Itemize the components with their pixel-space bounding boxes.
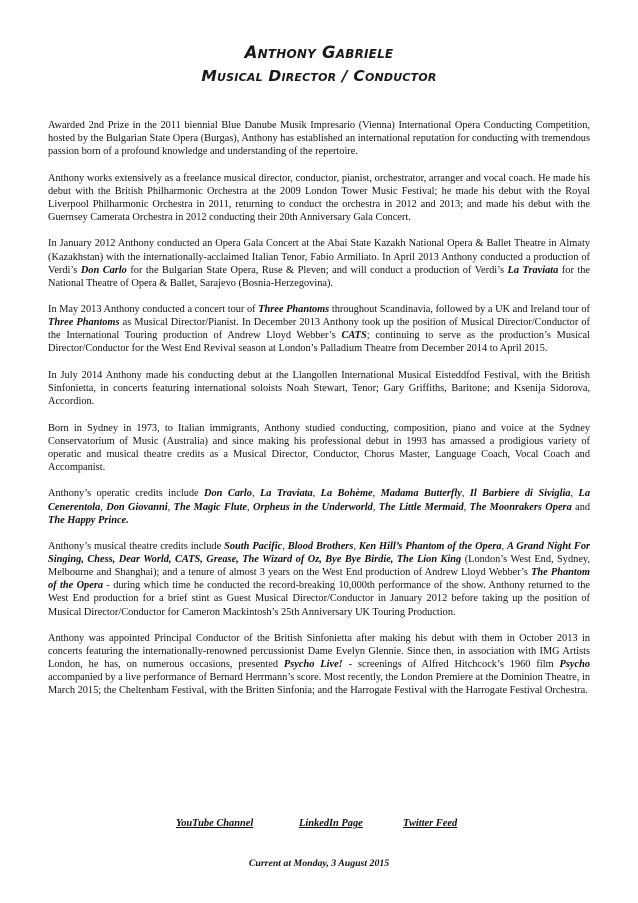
- work-title: The Phantom of the Opera: [48, 567, 590, 592]
- work-title: La Traviata: [259, 488, 313, 500]
- bio-paragraph: In January 2012 Anthony conducted an Opera Gala Concert at the Abai State Kazakh National Opera & Ballet Theatre in Almaty (Kazakhstan) with the internationally-acclaimed Italian Tenor, Fabio Armiliato. In April 2013 Anthony conducted a production of Verdi’s Don Carlo for the Bulgarian State Opera, Ruse & Pleven; and will conduct a production of Verdi’s La Traviata for the National Theatre of Opera & Ballet, Sarajevo (Bosnia-Herzegovina).: [48, 238, 591, 289]
- social-links: [0, 818, 638, 834]
- work-title: South Pacific: [224, 541, 283, 553]
- artist-role-heading: Musical Director / Conductor: [201, 67, 437, 85]
- bio-paragraph: Anthony’s musical theatre credits include South Pacific, Blood Brothers, Ken Hill’s Phantom of the Opera, A Grand Night For Singing, Chess, Dear World, CATS, Grease, The Wizard of Oz, Bye Bye Birdie, The Lion King (London’s West End, Sydney, Melbourne and Shanghai); and a tenure of almost 3 years on the West End production of Andrew Lloyd Webber’s The Phantom of the Opera - during which time he conducted the record-breaking 10,000th performance of the show. Anthony returned to the West End production for a brief stint as Guest Musical Director/Conductor in January 2012 before taking up the position of Musical Director/Conductor for Cameron Mackintosh’s 25th Anniversary UK Touring Production.: [48, 541, 591, 618]
- work-title: Il Barbiere di Siviglia: [469, 488, 571, 500]
- work-title: Orpheus in the Underworld: [252, 501, 373, 513]
- current-date-footer: Current at Monday, 3 August 2015: [248, 858, 390, 869]
- artist-name-heading: Anthony Gabriele: [244, 43, 394, 62]
- work-title: The Little Mermaid: [378, 501, 464, 513]
- work-title: La Traviata: [507, 264, 559, 276]
- work-title: Madama Butterfly: [380, 488, 462, 500]
- work-title: Don Carlo: [204, 488, 252, 500]
- bio-paragraph: Born in Sydney in 1973, to Italian immigrants, Anthony studied conducting, composition, piano and voice at the Sydney Conservatorium of Music (Australia) and since making his professional debut in 1993 has amassed a prodigious variety of operatic and musical theatre credits as a Musical Director, Conductor, Chorus Master, Language Coach, Vocal Coach and Accompanist.: [48, 422, 590, 473]
- work-title: La Cenerentola: [48, 488, 590, 513]
- work-title: The Happy Prince.: [48, 514, 129, 526]
- youtube-channel-link[interactable]: YouTube Channel: [176, 818, 254, 829]
- work-title: The Magic Flute: [173, 501, 248, 513]
- work-title: Blood Brothers: [287, 541, 354, 553]
- biography-body: [48, 119, 590, 711]
- work-title: The Moonrakers Opera: [469, 501, 572, 513]
- bio-paragraph: Anthony works extensively as a freelance musical director, conductor, pianist, orchestrator, arranger and vocal coach. He made his debut with the British Philharmonic Orchestra at the 2009 London Tower Music Festival; he made his debut with the Royal Liverpool Philharmonic Orchestra in 2011, returning to conduct the orchestra in 2012 and 2013; and made his debut with the Guernsey Camerata Orchestra in 2012 conducting their 20th Anniversary Gala Concert.: [48, 172, 590, 223]
- bio-paragraph: In July 2014 Anthony made his conducting debut at the Llangollen International Musical Eisteddfod Festival, with the British Sinfonietta, in concerts featuring international soloists Noah Stewart, Tenor; Gary Griffiths, Baritone; and Ksenija Sidorova, Accordion.: [48, 369, 590, 408]
- bio-paragraph: Awarded 2nd Prize in the 2011 biennial Blue Danube Musik Impresario (Vienna) International Opera Conducting Competition, hosted by the Bulgarian State Opera (Burgas), Anthony has established an international reputation for conducting with tremendous passion born of a profound knowledge and understanding of the repertoire.: [48, 120, 590, 158]
- bio-paragraph: Anthony’s operatic credits include Don Carlo, La Traviata, La Bohème, Madama Butterfly, Il Barbiere di Siviglia, La Cenerentola, Don Giovanni, The Magic Flute, Orpheus in the Underworld, The Little Mermaid, The Moonrakers Opera and The Happy Prince.: [48, 488, 591, 526]
- linkedin-page-link[interactable]: LinkedIn Page: [299, 818, 363, 829]
- work-title: CATS: [341, 330, 367, 342]
- work-title: Psycho: [559, 659, 590, 671]
- work-title: Psycho Live!: [283, 659, 343, 671]
- work-title: La Bohème: [320, 488, 373, 500]
- work-title: Three Phantoms: [258, 304, 330, 316]
- work-title: Ken Hill’s Phantom of the Opera: [358, 541, 502, 553]
- bio-paragraph: Anthony was appointed Principal Conductor of the British Sinfonietta after making his debut with them in October 2013 in concerts featuring the internationally-renowned percussionist Dame Evelyn Glennie. Since then, in association with IMG Artists London, he has, on numerous occasions, presented Psycho Live! - screenings of Alfred Hitchcock’s 1960 film Psycho accompanied by a live performance of Bernard Herrmann’s score. Most recently, the London Premiere at the Dominion Theatre, in March 2015; the Cheltenham Festival, with the Britten Sinfonia; and the Harrogate Festival with the Harrogate Festival Orchestra.: [48, 633, 590, 697]
- work-title: Don Giovanni: [106, 501, 168, 513]
- work-title: Three Phantoms: [48, 317, 120, 329]
- bio-paragraph: In May 2013 Anthony conducted a concert tour of Three Phantoms throughout Scandinavia, followed by a UK and Ireland tour of Three Phantoms as Musical Director/Pianist. In December 2013 Anthony took up the position of Musical Director/Conductor of the International Touring production of Andrew Lloyd Webber’s CATS; continuing to serve as the production’s Musical Director/Conductor for the West End Revival season at London’s Palladium Theatre from December 2014 to April 2015.: [48, 304, 590, 355]
- twitter-feed-link[interactable]: Twitter Feed: [403, 818, 458, 829]
- work-title: A Grand Night For Singing, Chess, Dear World, CATS, Grease, The Wizard of Oz, Bye Bye Birdie, The Lion King: [48, 541, 591, 566]
- work-title: Don Carlo: [80, 264, 127, 276]
